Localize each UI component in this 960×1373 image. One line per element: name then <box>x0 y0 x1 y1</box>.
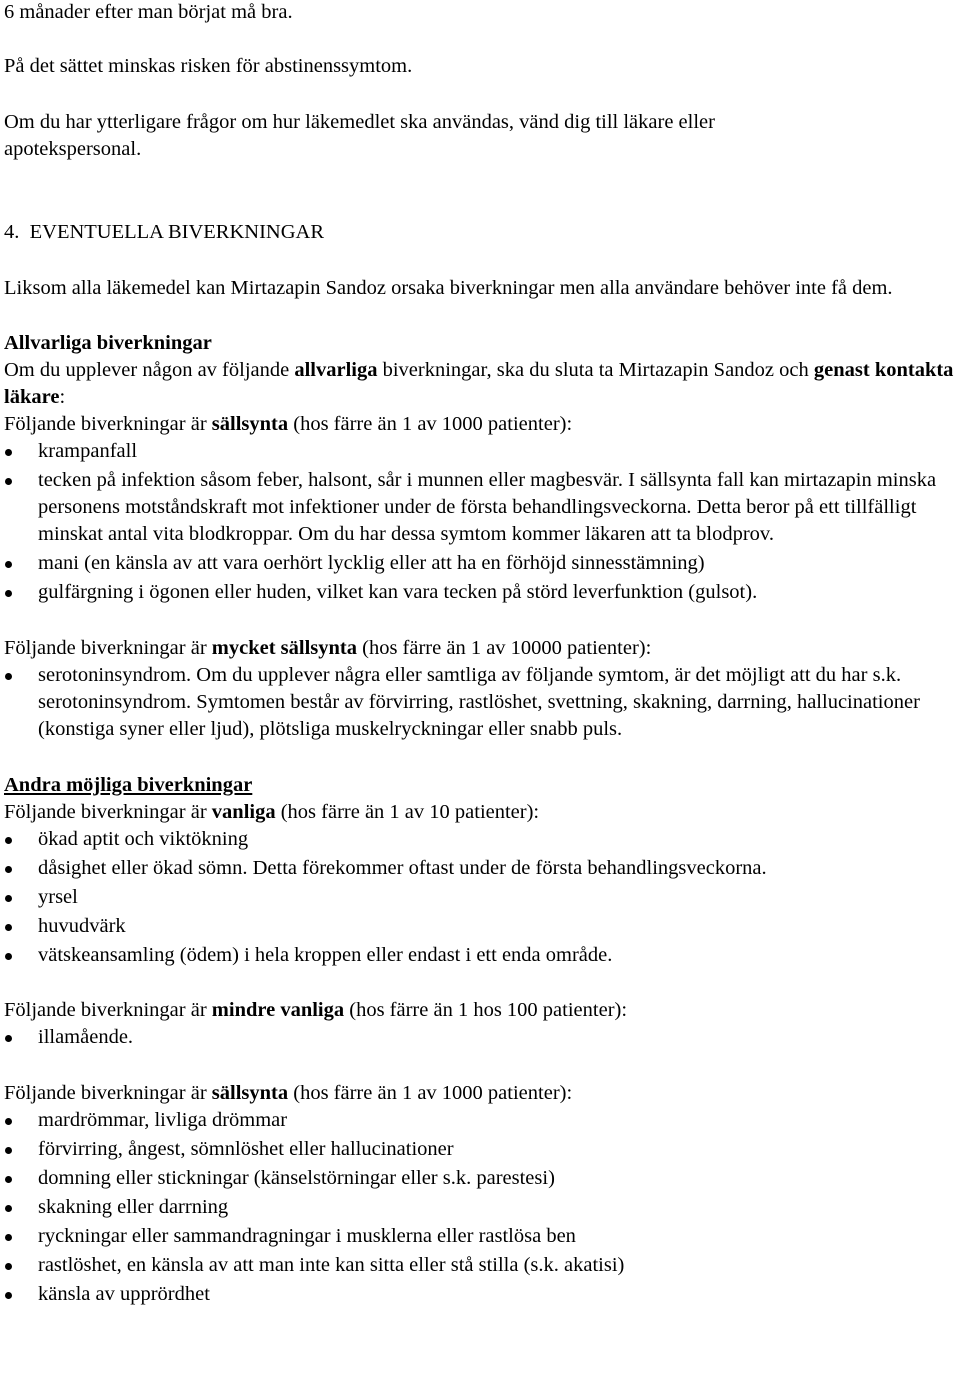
bullet-icon <box>5 1205 12 1212</box>
list-item: dåsighet eller ökad sömn. Detta förekommer oftast under de första behandlingsveckorna. <box>4 855 960 882</box>
bullet-icon <box>5 924 12 931</box>
bullet-icon <box>5 1176 12 1183</box>
serious-very-rare-lead: Följande biverkningar är mycket sällsynta (hos färre än 1 av 10000 patienter): <box>4 637 652 659</box>
list-item: domning eller stickningar (känselstörningar eller s.k. parestesi) <box>4 1165 960 1192</box>
serious-rare-list <box>4 438 960 606</box>
spacer <box>4 163 960 219</box>
serious-heading: Allvarliga biverkningar <box>4 332 212 354</box>
list-item: mani (en känsla av att vara oerhört lycklig eller att ha en förhöjd sinnesstämning) <box>4 550 960 577</box>
bullet-icon <box>5 449 12 456</box>
spacer <box>4 80 960 109</box>
spacer <box>4 246 960 275</box>
list-item: serotoninsyndrom. Om du upplever några eller samtliga av följande symtom, är det möjligt att du har s.k. serotoninsyndrom. Symtomen består av förvirring, rastlöshet, svettning, skakning, darrning, hallucinationer (konstiga syner eller ljud), plötsliga muskelryckningar eller snabb puls. <box>4 662 960 743</box>
other-uncommon-lead: Följande biverkningar är mindre vanliga (hos färre än 1 hos 100 patienter): <box>4 999 628 1021</box>
list-item: ökad aptit och viktökning <box>4 826 960 853</box>
serious-rare-lead: Följande biverkningar är sällsynta (hos färre än 1 av 1000 patienter): <box>4 413 573 435</box>
bullet-icon <box>5 837 12 844</box>
leaflet-page <box>4 0 960 1308</box>
list-item: vätskeansamling (ödem) i hela kroppen eller endast i ett enda område. <box>4 942 960 969</box>
list-item: krampanfall <box>4 438 960 465</box>
list-item: huvudvärk <box>4 913 960 940</box>
list-item: yrsel <box>4 884 960 911</box>
list-item: rastlöshet, en känsla av att man inte kan sitta eller stå stilla (s.k. akatisi) <box>4 1252 960 1279</box>
list-item: förvirring, ångest, sömnlöshet eller hallucinationer <box>4 1136 960 1163</box>
other-uncommon-list <box>4 1024 960 1051</box>
bullet-icon <box>5 1118 12 1125</box>
bullet-icon <box>5 895 12 902</box>
intro-line-3: Om du har ytterligare frågor om hur läkemedlet ska användas, vänd dig till läkare eller apotekspersonal. <box>4 111 715 160</box>
bullet-icon <box>5 1035 12 1042</box>
other-common-list <box>4 826 960 969</box>
bullet-icon <box>5 1234 12 1241</box>
serious-lead: Om du upplever någon av följande allvarliga biverkningar, ska du sluta ta Mirtazapin Sandoz och genast kontakta läkare: <box>4 359 954 408</box>
list-item: tecken på infektion såsom feber, halsont, sår i munnen eller magbesvär. I sällsynta fall kan mirtazapin minska personens motståndskraft mot infektioner under de första behandlingsveckorna. Detta beror på ett tillfälligt minskat antal vita blodkroppar. Om du har dessa symtom kommer läkaren att ta blodprov. <box>4 467 960 548</box>
bullet-icon <box>5 590 12 597</box>
section-intro: Liksom alla läkemedel kan Mirtazapin Sandoz orsaka biverkningar men alla användare behöver inte få dem. <box>4 277 893 299</box>
bullet-icon <box>5 1147 12 1154</box>
bullet-icon <box>5 953 12 960</box>
spacer <box>4 743 960 772</box>
spacer <box>4 26 960 53</box>
bullet-icon <box>5 1292 12 1299</box>
other-heading: Andra möjliga biverkningar <box>4 774 253 796</box>
spacer <box>4 969 960 997</box>
list-item: skakning eller darrning <box>4 1194 960 1221</box>
intro-line-1: 6 månader efter man börjat må bra. <box>4 1 293 23</box>
bullet-icon <box>5 561 12 568</box>
other-rare-lead: Följande biverkningar är sällsynta (hos färre än 1 av 1000 patienter): <box>4 1082 573 1104</box>
spacer <box>4 1051 960 1080</box>
serious-very-rare-list <box>4 662 960 743</box>
bullet-icon <box>5 673 12 680</box>
intro-line-2: På det sättet minskas risken för abstinenssymtom. <box>4 55 413 77</box>
list-item: mardrömmar, livliga drömmar <box>4 1107 960 1134</box>
bullet-icon <box>5 1263 12 1270</box>
list-item: illamående. <box>4 1024 960 1051</box>
list-item: gulfärgning i ögonen eller huden, vilket kan vara tecken på störd leverfunktion (gulsot). <box>4 579 960 606</box>
list-item: ryckningar eller sammandragningar i musklerna eller rastlösa ben <box>4 1223 960 1250</box>
list-item: känsla av upprördhet <box>4 1281 960 1308</box>
bullet-icon <box>5 478 12 485</box>
spacer <box>4 606 960 635</box>
other-common-lead: Följande biverkningar är vanliga (hos färre än 1 av 10 patienter): <box>4 801 540 823</box>
other-rare-list <box>4 1107 960 1308</box>
bullet-icon <box>5 866 12 873</box>
spacer <box>4 302 960 330</box>
section-heading: 4. EVENTUELLA BIVERKNINGAR <box>4 221 324 243</box>
